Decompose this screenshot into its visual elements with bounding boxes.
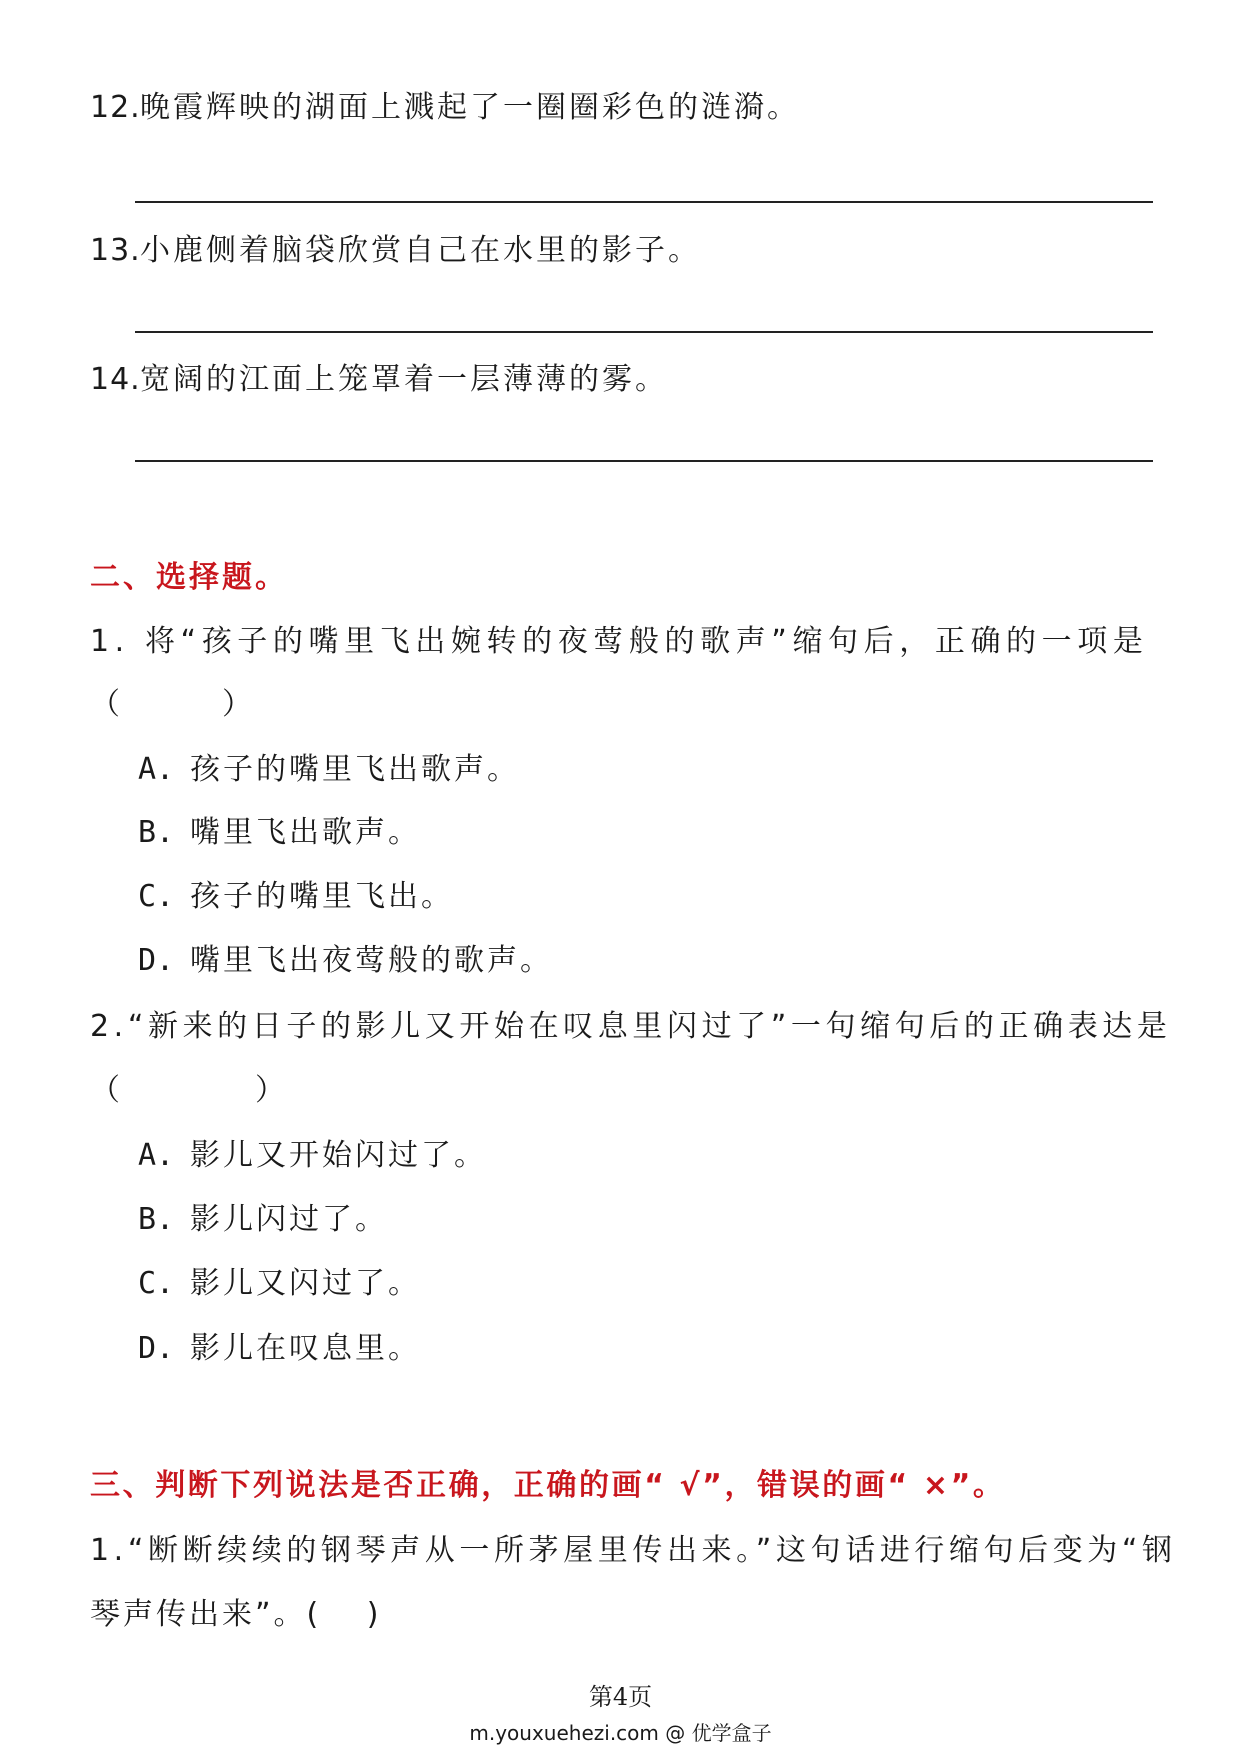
option-letter: D.: [138, 1331, 175, 1366]
option-letter: C.: [138, 879, 175, 914]
section-2-q2-option-b[interactable]: [138, 1200, 388, 1240]
item-13-sentence: 小鹿侧着脑袋欣赏自己在水里的影子。: [140, 233, 701, 268]
item-12-sentence: 晚霞辉映的湖面上溅起了一圈圈彩色的涟漪。: [140, 90, 800, 125]
section-2-q1-option-d[interactable]: [138, 941, 553, 981]
section-3-q1-stem: 1.“断断续续的钢琴声从一所茅屋里传出来。”这句话进行缩句后变为“钢: [90, 1533, 1177, 1568]
section-2-q2-option-c[interactable]: [138, 1264, 421, 1304]
item-13-number: 13.: [90, 233, 141, 268]
item-14-number: 14.: [90, 362, 141, 397]
option-letter: D.: [138, 943, 175, 978]
option-letter: A.: [138, 1138, 175, 1173]
option-text: 影儿又开始闪过了。: [190, 1138, 487, 1173]
option-text: 影儿又闪过了。: [190, 1266, 421, 1301]
page-number: 第4页: [588, 1683, 653, 1711]
option-letter: B.: [138, 815, 175, 850]
section-2-q1-option-a[interactable]: [138, 750, 520, 790]
option-text: 孩子的嘴里飞出歌声。: [190, 752, 520, 787]
option-text: 影儿在叹息里。: [190, 1331, 421, 1366]
option-text: 影儿闪过了。: [190, 1202, 388, 1237]
item-12-number: 12.: [90, 90, 141, 125]
item-14-sentence: 宽阔的江面上笼罩着一层薄薄的雾。: [140, 362, 668, 397]
site-watermark: m.youxuehezi.com @ 优学盒子: [469, 1721, 772, 1745]
section-2-q1-answer-blank[interactable]: （ ）: [90, 687, 255, 722]
section-2-q1-option-c[interactable]: [138, 877, 454, 917]
option-letter: A.: [138, 752, 175, 787]
section-2-q1-stem: 1. 将“孩子的嘴里飞出婉转的夜莺般的歌声”缩句后，正确的一项是: [90, 624, 1149, 659]
section-2-heading: 二、选择题。: [90, 560, 288, 595]
item-12-answer-line[interactable]: [135, 201, 1153, 203]
section-3-q1-stem-continued[interactable]: 琴声传出来”。( ): [90, 1597, 382, 1632]
option-text: 嘴里飞出歌声。: [190, 815, 421, 850]
option-letter: C.: [138, 1266, 175, 1301]
item-14-answer-line[interactable]: [135, 460, 1153, 462]
option-text: 嘴里飞出夜莺般的歌声。: [190, 943, 553, 978]
section-2-q2-option-d[interactable]: [138, 1329, 421, 1369]
option-text: 孩子的嘴里飞出。: [190, 879, 454, 914]
section-2-q2-option-a[interactable]: [138, 1136, 487, 1176]
item-13-answer-line[interactable]: [135, 331, 1153, 333]
section-2-q1-option-b[interactable]: [138, 813, 421, 853]
option-letter: B.: [138, 1202, 175, 1237]
section-2-q2-stem: 2.“新来的日子的影儿又开始在叹息里闪过了”一句缩句后的正确表达是: [90, 1009, 1172, 1044]
section-2-q2-answer-blank[interactable]: （ ）: [90, 1073, 288, 1108]
section-3-heading: 三、判断下列说法是否正确，正确的画“ √”，错误的画“ ×”。: [90, 1468, 1006, 1503]
